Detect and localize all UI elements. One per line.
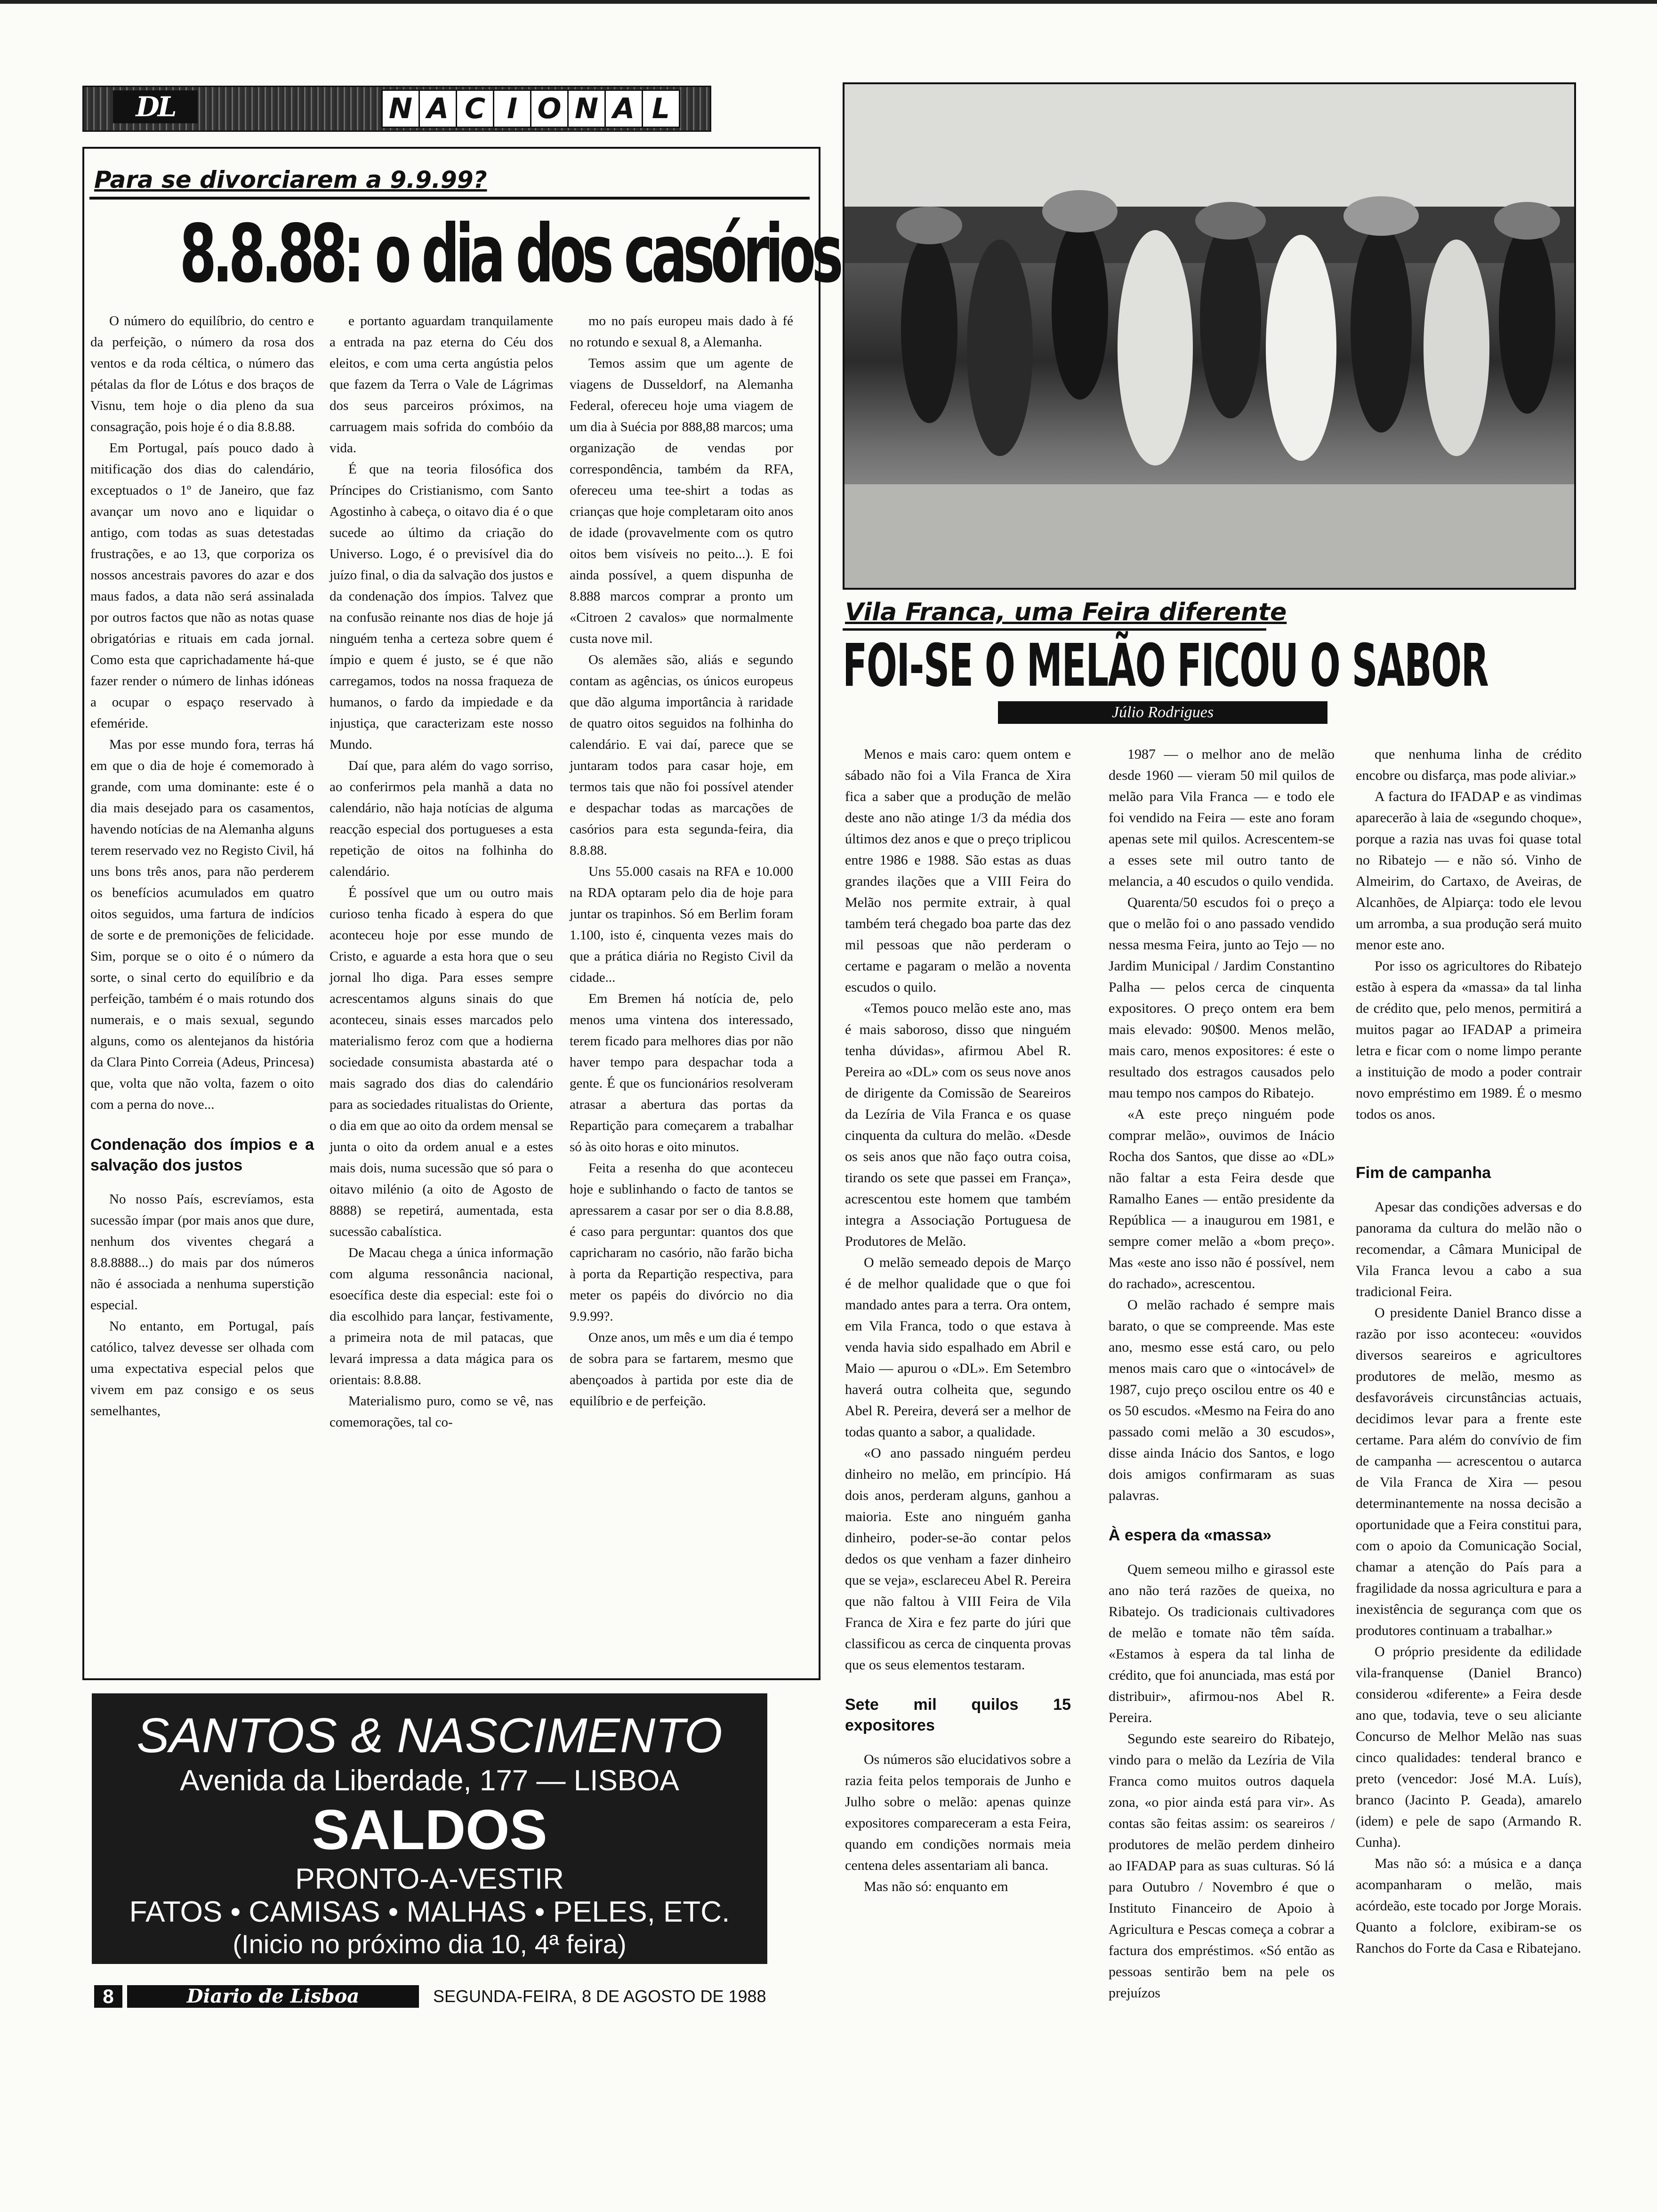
kicker-rule bbox=[843, 628, 1266, 631]
photo-illustration bbox=[845, 84, 1574, 588]
article-column bbox=[1109, 744, 1335, 2004]
advertisement bbox=[92, 1693, 767, 1964]
paragraph: Temos assim que um agente de viagens de Dusseldorf, na Alemanha Federal, ofereceu hoje uma viagem de um dia à Suécia por 888,88 marcos; uma organização de vendas por correspondência, também da RFA, ofereceu uma tee-shirt a todas as crianças que hoje completaram oito anos de idade (provavelmente com os qutro oitos bem visíveis no peito...). E foi ainda possível, a quem dispunha de 8.888 marcos comprar a pronto um «Citroen 2 cavalos» que normalmente custa nove mil. bbox=[570, 356, 793, 646]
section-title bbox=[381, 89, 679, 125]
section-letter: A bbox=[418, 89, 457, 128]
byline: Júlio Rodrigues bbox=[998, 701, 1327, 724]
paragraph: Apesar das condições adversas e do panorama da cultura do melão não o recomendar, a Câmara Municipal de Vila Franca levou a cabo a sua tradicional Feira. bbox=[1356, 1199, 1582, 1299]
subheading: Fim de campanha bbox=[1356, 1164, 1491, 1182]
paragraph: O melão semeado depois de Março é de melhor qualidade que o que foi mandado antes para a terra. Ora ontem, em Vila Franca, todo o que estava à venda havia sido espalhado em Abril e Maio — apurou o «DL». Em Setembro haverá outra colheita que, segundo Abel R. Pereira, deverá ser a melhor de todas quanto a sabor, a qualidade. bbox=[845, 1255, 1071, 1440]
kicker-rule bbox=[89, 197, 810, 200]
paragraph: O presidente Daniel Branco disse a razão por isso aconteceu: «ouvidos diversos seareiros e agricultores produtores de melão, mesmo as desfavoráveis circunstâncias actuais, decidimos levar para a frente este certame. Para além do convívio de fim de campanha — acrescentou o autarca de Vila Franca de Xira — pesou determinantemente na nossa decisão a oportunidade que a Feira constitui para, com o apoio da Comunicação Social, chamar a atenção do País para a fragilidade da nossa agricultura e para a inexistência de segurança com que os produtores continuam a trabalhar.» bbox=[1356, 1305, 1582, 1638]
section-letter: C bbox=[456, 89, 494, 128]
ad-line: PRONTO-A-VESTIR bbox=[295, 1863, 564, 1895]
paragraph: Mas não só: a música e a dança acompanharam o melão, mais acórdeão, este tocado por Jorge Morais. Quanto a folclore, exibiram-se os Ranchos do Forte da Casa e Ribatejano. bbox=[1356, 1856, 1582, 1956]
section-letter: N bbox=[567, 89, 606, 128]
article-column bbox=[1356, 744, 1582, 1959]
paragraph: Segundo este seareiro do Ribatejo, vindo para o melão da Lezíria de Vila Franca como muitos outros daquela zona, «o pior ainda está para vir». As contas são feitas assim: os seareiros / produtores de melão perdem dinheiro ao IFADAP para as suas culturas. Só lá para Outubro / Novembro é que o Instituto Financeiro de Apoio à Agricultura e Pescas começa a cobrar a factura dos empréstimos. «Só então as pessoas sentirão bem na pele os prejuízos bbox=[1109, 1731, 1335, 2001]
article-headline: FOI-SE O MELÃO FICOU O SABOR bbox=[843, 632, 1488, 700]
paragraph: «Temos pouco melão este ano, mas é mais saboroso, disso que ninguém tenha dúvidas», afirmou Abel R. Pereira ao «DL» com os seus nove anos de dirigente da Comissão de Seareiros da Lezíria de Vila Franca e os quase cinquenta da cultura do melão. «Desde os seis anos que não faço outra coisa, tirando os sete que passei em França», acrescentou este homem que também integra a Associação Portuguesa de Produtores de Melão. bbox=[845, 1001, 1071, 1249]
paragraph: É possível que um ou outro mais curioso tenha ficado à espera do que aconteceu hoje por esse mundo de Cristo, e aguarde a esta hora que o seu jornal lho diga. Para esses sempre acrescentamos alguns sinais do que aconteceu, sinais esses marcados pelo materialismo feroz com que a hodierna sociedade consumista abastarda até o mais sagrado dos dias do calendário para as sociedades ritualistas do Oriente, o dia em que ao oito da ordem mensal se junta o oito da ordem anual e a estes mais dois, numa sucessão que só para o oitavo milénio (a oito de Agosto de 8888) se repetirá, aumentada, esta sucessão cabalística. bbox=[330, 885, 553, 1239]
ad-saldos: SALDOS bbox=[312, 1798, 547, 1861]
paragraph: «A este preço ninguém pode comprar melão», ouvimos de Inácio Rocha dos Santos, que disse ao «DL» não faltar a esta Feira desde que Ramalho Eanes — então presidente da República — a inaugurou em 1981, e sempre comer melão a «bom preço». Mas «este ano isso não é possível, nem do rachado», acrescentou. bbox=[1109, 1106, 1335, 1291]
ad-line: (Inicio no próximo dia 10, 4ª feira) bbox=[233, 1929, 627, 1959]
section-letter: L bbox=[642, 89, 680, 128]
article-column bbox=[845, 744, 1071, 1897]
paragraph: Mas não só: enquanto em bbox=[864, 1879, 1008, 1894]
paragraph: mo no país europeu mais dado à fé no rotundo e sexual 8, a Alemanha. bbox=[570, 313, 793, 350]
paragraph: No entanto, em Portugal, país católico, talvez devesse ser olhada com uma expectativa especial pelos que vivem em paz consigo e os seus semelhantes, bbox=[90, 1319, 314, 1419]
article-column bbox=[90, 311, 314, 1422]
paragraph: 1987 — o melhor ano de melão desde 1960 — vieram 50 mil quilos de melão para Vila Franca — e todo ele foi vendido na Feira — este ano foram apenas sete mil quilos. Acrescentem-se a esses sete mil outro tanto de melancia, a 40 escudos o quilo vendida. bbox=[1109, 746, 1335, 889]
paragraph: Daí que, para além do vago sorriso, ao conferirmos pela manhã a data no calendário, não haja notícias de alguma reacção especial dos portugueses a esta repetição de oitos na folhinha do calendário. bbox=[330, 758, 553, 879]
paragraph: Menos e mais caro: quem ontem e sábado não foi a Vila Franca de Xira fica a saber que a produção de melão deste ano não atinge 1/3 da média dos últimos dez anos e que o preço triplicou entre 1986 e 1988. São estas as duas grandes ilações que a VIII Feira do Melão nos permite extrair, à qual também terá chegado boa parte das dez mil pessoas que não perderam o certame e pagaram o melão a noventa escudos o quilo. bbox=[845, 746, 1071, 995]
section-letter: N bbox=[381, 89, 420, 128]
paragraph: É que na teoria filosófica dos Príncipes do Cristianismo, com Santo Agostinho à cabeça, o oitavo dia é o que sucede ao último da criação do Universo. Logo, é o previsível dia do juízo final, o dia da salvação dos justos e da condenação dos ímpios. Talvez que na confusão reinante nos dias de hoje já ninguém tenha a certeza sobre quem é ímpio e quem é justo, se é que não carregamos, todos na nossa fraqueza de humanos, o fardo da impiedade e da injustiça, que caracterizam este nosso Mundo. bbox=[330, 462, 553, 752]
paragraph: Por isso os agricultores do Ribatejo estão à espera da «massa» da tal linha de crédito que, pelo menos, permitirá a muitos pagar ao IFADAP a primeira letra e ficar com o nome limpo perante a instituição de modo a poder contrair novo empréstimo em 1989. É o mesmo todos os anos. bbox=[1356, 958, 1582, 1122]
paper-logo: DL bbox=[113, 90, 198, 123]
paragraph: Em Bremen há notícia de, pelo menos uma vintena dos interessado, terem ficado para melhores dias por não haver tempo para despachar toda a gente. É que os funcionários resolveram atrasar a abertura das portas da Repartição para começarem a trabalhar só às oito horas e oito minutos. bbox=[570, 991, 793, 1154]
issue-date: SEGUNDA-FEIRA, 8 DE AGOSTO DE 1988 bbox=[433, 1987, 766, 2006]
market-photo bbox=[843, 82, 1576, 590]
paragraph: «O ano passado ninguém perdeu dinheiro no melão, em princípio. Há dois anos, perderam alguns, ganhou a maioria. Este ano ninguém ganha dinheiro, poder-se-ão contar pelos dedos os que venham a fazer dinheiro que se veja», esclareceu Abel R. Pereira que não faltou à VIII Feira de Vila Franca de Xira e fez parte do júri que classificou as cerca de cinquenta provas que os seus elementos testaram. bbox=[845, 1445, 1071, 1673]
paragraph: Mas por esse mundo fora, terras há em que o dia de hoje é comemorado à grande, com uma dominante: este é o dia mais desejado para os casamentos, havendo notícias de na Alemanha alguns terem reservado vez no Registo Civil, há uns bons três anos, para não perderem os benefícios acumulados em quatro oitos seguidos, uma fartura de indícios de sorte e de premonições de felicidade. Sim, porque se o oito é o número da sorte, o sinal certo do equilíbrio e da perfeição, também é o mais rotundo dos numerais, e o mais sexual, segundo alguns, como os alentejanos da história da Clara Pinto Correia (Adeus, Princesa) que, volta que não volta, fazem o oito com a perna do nove... bbox=[90, 737, 314, 1112]
paragraph: Em Portugal, país pouco dado à mitificação dos dias do calendário, exceptuados o 1º de Janeiro, que faz avançar um novo ano e liquidar o antigo, com todas as suas detestadas frustrações, e ao 13, que corporiza os nossos ancestrais pavores do azar e dos maus fados, a data não será assinalada por outros factos que não as notas quase obrigatórias e rituais em cada jornal. Como esta que caprichadamente há-que fazer render o número de linhas idóneas a ocupar o espaço reservado à efeméride. bbox=[90, 441, 314, 731]
subheading: Sete mil quilos 15 expositores bbox=[845, 1696, 1071, 1734]
paragraph: Materialismo puro, como se vê, nas comemorações, tal co- bbox=[330, 1394, 553, 1430]
section-letter: I bbox=[493, 89, 531, 128]
ad-line: FATOS • CAMISAS • MALHAS • PELES, ETC. bbox=[129, 1896, 730, 1928]
paragraph: Quem semeou milho e girassol este ano não terá razões de queixa, no Ribatejo. Os tradicionais cultivadores de melão e tomate não têm saída. «Estamos à espera da tal linha de crédito, que foi anunciada, mas está por distribuir», afirmou-nos Abel R. Pereira. bbox=[1109, 1562, 1335, 1725]
newspaper-name: Diario de Lisboa bbox=[127, 1985, 419, 2008]
paragraph: Feita a resenha do que aconteceu hoje e sublinhando o facto de tantos se apressarem a casar por ser o dia 8.8.88, é caso para perguntar: quantos dos que capricharam no casório, não farão bicha à porta da Repartição respectiva, para meter os papéis do divórcio no dia 9.9.99?. bbox=[570, 1161, 793, 1324]
paragraph: A factura do IFADAP e as vindimas aparecerão à laia de «segundo choque», porque a razia nas uvas foi quase total no Ribatejo — e não só. Vinho de Almeirim, do Cartaxo, de Aveiras, de Alcanhões, de Alpiarça: todo ele levou um arromba, a sua produção será muito menor este ano. bbox=[1356, 789, 1582, 953]
paragraph: No nosso País, escrevíamos, esta sucessão ímpar (por mais anos que dure, nenhum dos viventes chegará a 8.8.8888...) do mais par dos números não é associada a nenhuma superstição especial. bbox=[90, 1192, 314, 1313]
subheading: À espera da «massa» bbox=[1109, 1526, 1271, 1544]
paragraph: O melão rachado é sempre mais barato, o que se compreende. Mas este ano, mesmo esse está caro, ou pelo menos mais caro que o «intocável» de 1987, cujo preço oscilou entre os 40 e os 50 escudos. «Mesmo na Feira do ano passado comi melão a 30 escudos», disse ainda Inácio dos Santos, e logo dois amigos confirmaram as suas palavras. bbox=[1109, 1297, 1335, 1503]
paragraph: Quarenta/50 escudos foi o preço a que o melão foi o ano passado vendido nessa mesma Feira, junto ao Tejo — no Jardim Municipal / Jardim Constantino Palha — pelos cerca de cinquenta expositores. O preço ontem era bem mais elevado: 90$00. Menos melão, mais caro, menos expositores: é este o resultado dos estragos causados pelo mau tempo nos campos do Ribatejo. bbox=[1109, 895, 1335, 1101]
paragraph: De Macau chega a única informação com alguma ressonância nacional, esoecífica deste dia especial: este foi o dia escolhido para lançar, festivamente, a primeira nota de mil patacas, que levará impressa a data mágica para os orientais: 8.8.88. bbox=[330, 1245, 553, 1387]
article-kicker: Para se divorciarem a 9.9.99? bbox=[94, 166, 487, 193]
ad-address: Avenida da Liberdade, 177 — LISBOA bbox=[180, 1764, 679, 1797]
paragraph: Os números são elucidativos sobre a razia feita pelos temporais de Junho e Julho sobre o melão: apenas quinze expositores compareceram a esta Feira, quando em condições normais meia centena deles assentariam ali banca. bbox=[845, 1752, 1071, 1873]
paragraph: Os alemães são, aliás e segundo contam as agências, os únicos europeus que dão alguma importância à raridade de quatro oitos seguidos na folhinha do calendário. E vai daí, parece que se juntaram todos para casar hoje, em termos tais que não foi possível atender e despachar todas as marcações de casórios para esta segunda-feira, dia 8.8.88. bbox=[570, 652, 793, 858]
article-column bbox=[330, 311, 553, 1433]
paragraph: e portanto aguardam tranquilamente a entrada na paz eterna do Céu dos eleitos, e com uma certa angústia pelos que fazem da Terra o Vale de Lágrimas dos seus parceiros próximos, na carruagem mais sofrida do combóio da vida. bbox=[330, 313, 553, 456]
paragraph: O próprio presidente da edilidade vila-franquense (Daniel Branco) considerou «diferente» a Feira desde ano que, todavia, teve o seu aliciante Concurso de Melhor Melão nas suas cinco qualidades: tenderal branco e preto (vencedor: José M.A. Luís), branco (Jacinto P. Geada), amarelo (idem) e pele de sapo (Armando R. Cunha). bbox=[1356, 1644, 1582, 1850]
section-letter: O bbox=[530, 89, 569, 128]
article-headline: 8.8.88: o dia dos casórios bbox=[179, 208, 839, 301]
page-number: 8 bbox=[94, 1985, 122, 2008]
article-column bbox=[570, 311, 793, 1412]
article-kicker: Vila Franca, uma Feira diferente bbox=[845, 598, 1287, 626]
section-letter: A bbox=[604, 89, 643, 128]
paragraph: O número do equilíbrio, do centro e da perfeição, o número da rosa dos ventos e da roda céltica, o número das pétalas da flor de Lótus e dos braços de Visnu, tem hoje o dia pleno da sua consagração, pois hoje é o dia 8.8.88. bbox=[90, 313, 314, 434]
paragraph: Uns 55.000 casais na RFA e 10.000 na RDA optaram pelo dia de hoje para juntar os trapinhos. Só em Berlim foram 1.100, isto é, cinquenta vezes mais do que a prática diária no Registo Civil da cidade... bbox=[570, 864, 793, 985]
top-rule bbox=[0, 0, 1657, 4]
paragraph: Onze anos, um mês e um dia é tempo de sobra para se fartarem, mesmo que abençoados à partida por este dia de equilíbrio e de perfeição. bbox=[570, 1330, 793, 1409]
ad-company: SANTOS & NASCIMENTO bbox=[137, 1708, 723, 1763]
paragraph: que nenhuma linha de crédito encobre ou disfarça, mas pode aliviar.» bbox=[1356, 746, 1582, 783]
subheading: Condenação dos ímpios e a salvação dos justos bbox=[90, 1136, 314, 1174]
